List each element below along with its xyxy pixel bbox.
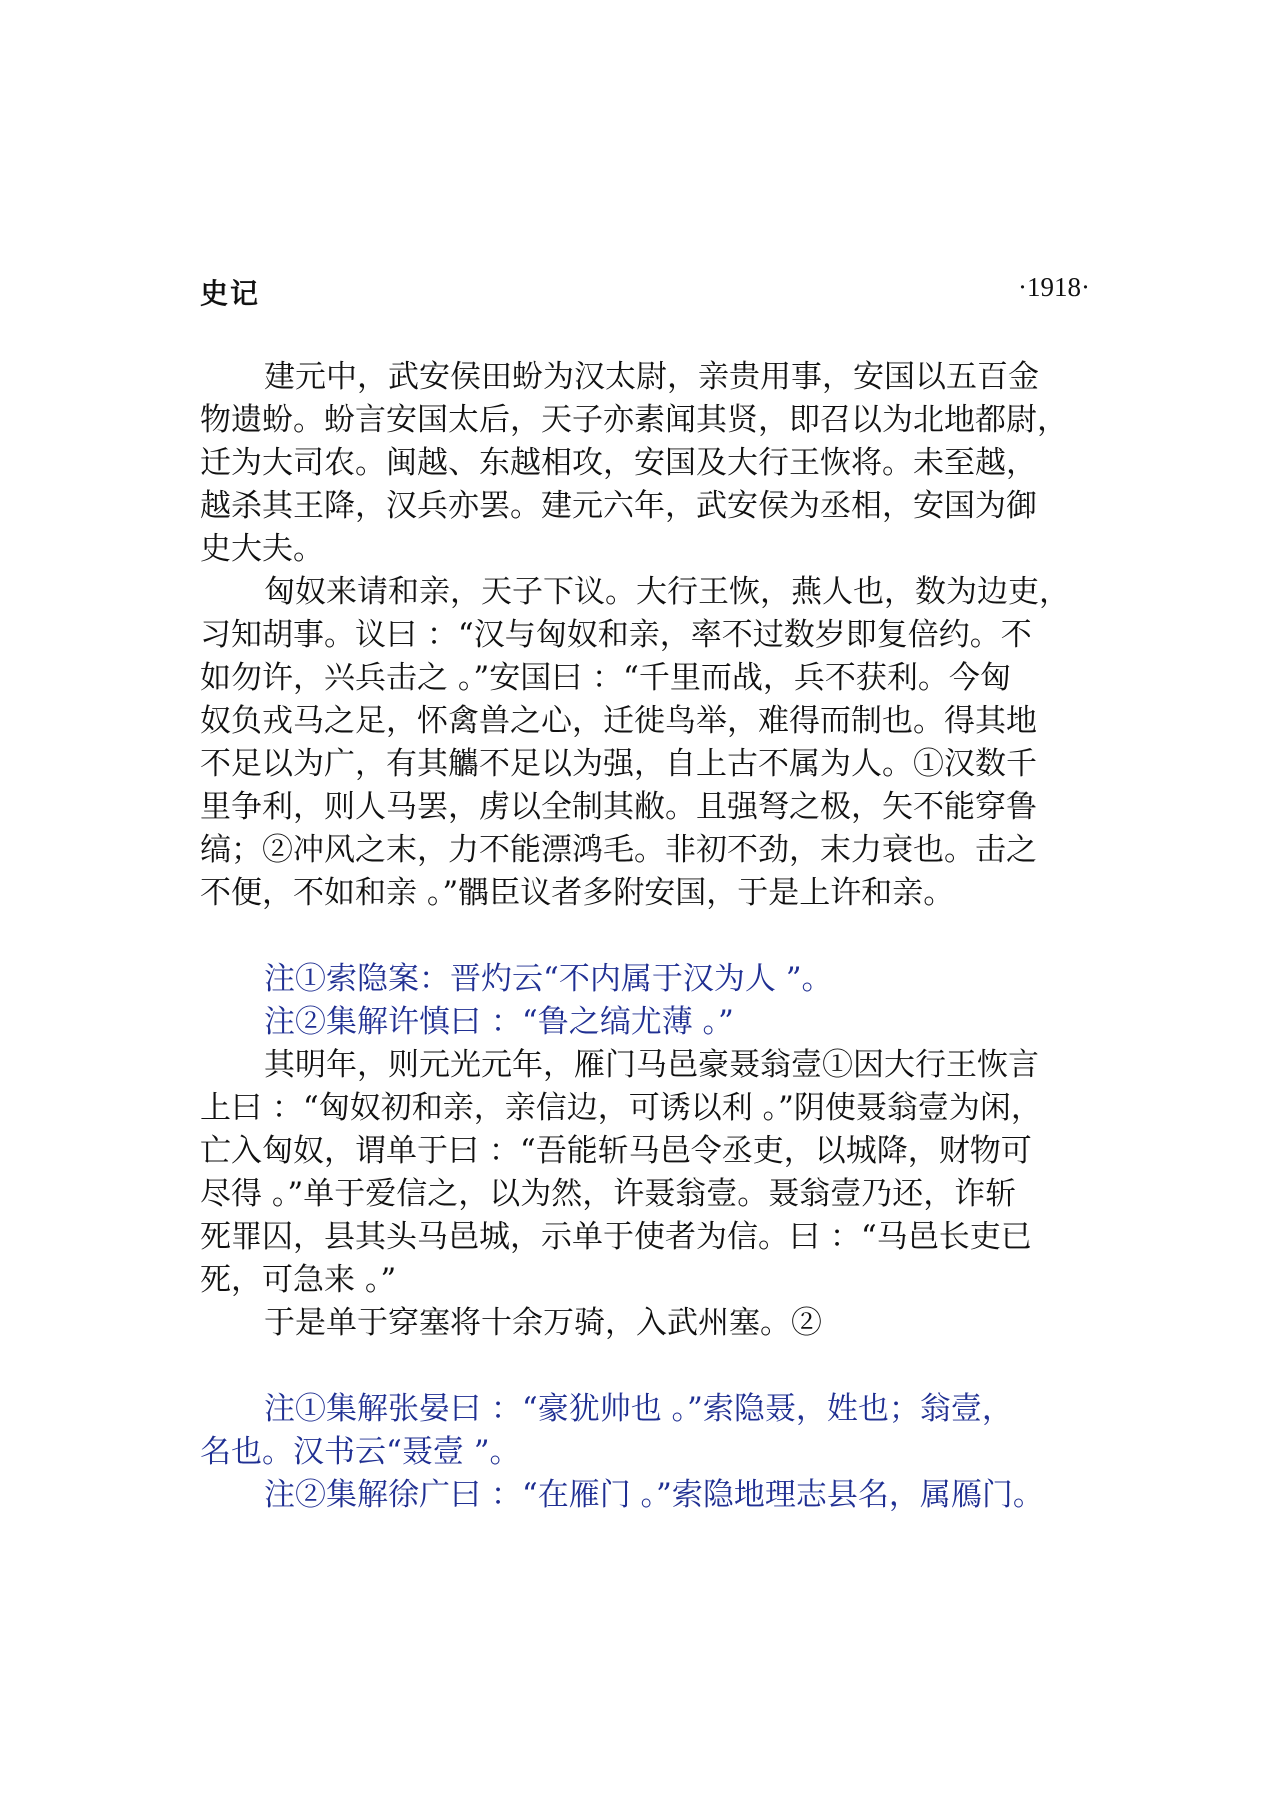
text-line: 不便，不如和亲 。”髃臣议者多附安国，于是上许和亲。 [200, 875, 955, 911]
book-title: 史记 [200, 277, 261, 310]
text-line: 亡入匈奴，谓单于曰 ：“吾能斩马邑令丞吏，以城降，财物可 [200, 1133, 1032, 1169]
page-body [200, 356, 1100, 1517]
note-line: 名也。汉书云“聂壹 ”。 [200, 1434, 521, 1470]
text-line: 奴负戎马之足，怀禽兽之心，迁徙鸟举，难得而制也。得其地 [200, 703, 1037, 739]
note-line: 注②集解许慎曰 ：“鲁之缟尤薄 。” [264, 1004, 734, 1040]
text-line: 不足以为广，有其觿不足以为强，自上古不属为人。①汉数千 [200, 746, 1037, 782]
text-line: 尽得 。”单于爱信之，以为然，许聂翁壹。聂翁壹乃还，诈斩 [200, 1176, 1017, 1212]
text-line: 越杀其王降，汉兵亦罢。建元六年，武安侯为丞相，安国为御 [200, 488, 1037, 524]
note-line: 注①集解张晏曰 ：“豪犹帅也 。”索隐聂，姓也；翁壹， [264, 1391, 1013, 1427]
paragraph-gap [200, 915, 1100, 958]
text-line: 里争利，则人马罢，虏以全制其敝。且强弩之极，矢不能穿鲁 [200, 789, 1037, 825]
text-line: 习知胡事。议曰 ：“汉与匈奴和亲，率不过数岁即复倍约。不 [200, 617, 1032, 653]
text-line: 匈奴来请和亲，天子下议。大行王恢，燕人也，数为边吏， [264, 574, 1070, 610]
text-line: 建元中，武安侯田蚡为汉太尉，亲贵用事，安国以五百金 [264, 359, 1039, 395]
note-line: 注①索隐案：晋灼云“不内属于汉为人 ”。 [264, 961, 833, 997]
note-line: 注②集解徐广曰 ：“在雁门 。”索隐地理志县名，属鴈门。 [264, 1477, 1044, 1513]
text-line: 其明年，则元光元年，雁门马邑豪聂翁壹①因大行王恢言 [264, 1047, 1039, 1083]
text-line: 缟；②冲风之末，力不能漂鸿毛。非初不劲，末力衰也。击之 [200, 832, 1037, 868]
text-line: 物遗蚡。蚡言安国太后，天子亦素闻其贤，即召以为北地都尉， [200, 402, 1068, 438]
text-line: 上曰 ：“匈奴初和亲，亲信边，可诱以利 。”阴使聂翁壹为闲， [200, 1090, 1042, 1126]
text-line: 死，可急来 。” [200, 1262, 397, 1298]
text-line: 史大夫。 [200, 531, 324, 567]
paragraph-gap [200, 1345, 1100, 1388]
text-line: 死罪囚，县其头马邑城，示单于使者为信。曰 ：“马邑长吏已 [200, 1219, 1032, 1255]
page-header [200, 272, 1090, 312]
text-line: 于是单于穿塞将十余万骑，入武州塞。② [264, 1305, 822, 1341]
text-line: 迁为大司农。闽越、东越相攻，安国及大行王恢将。未至越， [200, 445, 1037, 481]
text-line: 如勿许，兴兵击之 。”安国曰 ：“千里而战，兵不获利。今匈 [200, 660, 1011, 696]
page-number: ·1918· [1018, 272, 1090, 302]
